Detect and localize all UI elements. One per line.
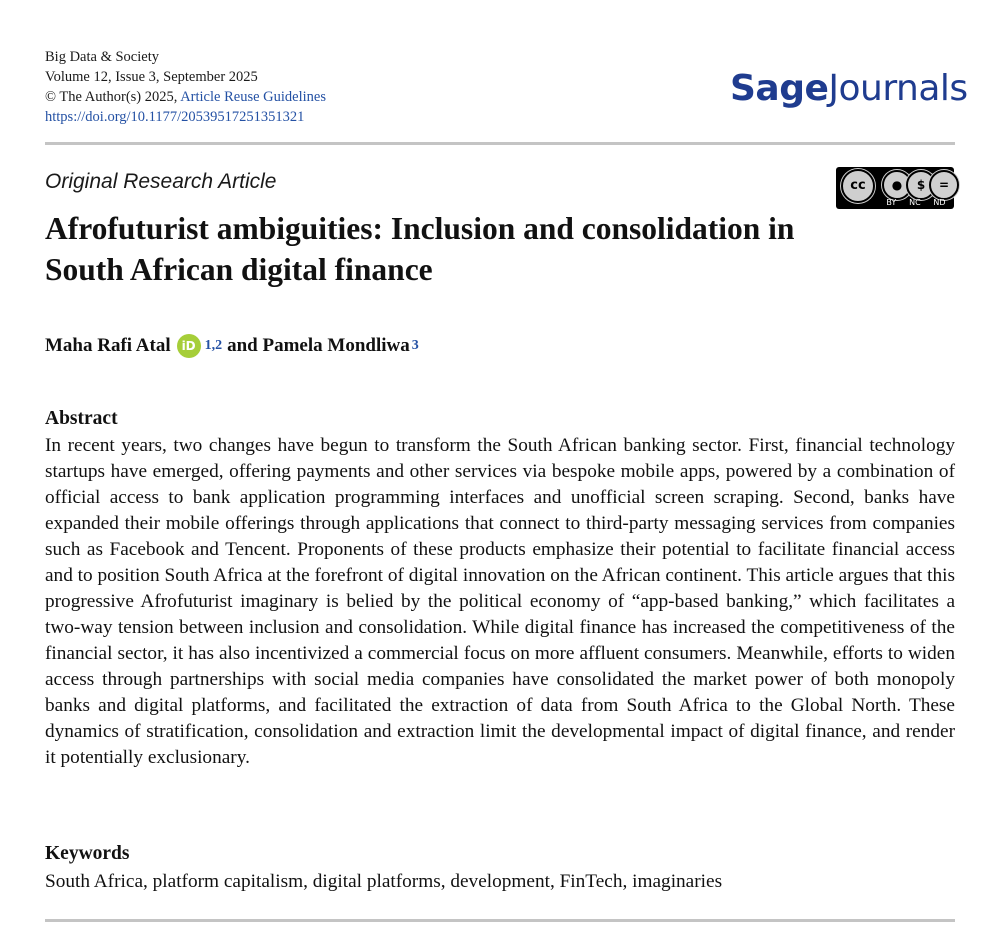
article-type: Original Research Article — [45, 170, 277, 193]
author-1-affiliation[interactable]: 1,2 — [204, 338, 223, 353]
reuse-guidelines-link[interactable]: Article Reuse Guidelines — [180, 89, 326, 105]
author-2[interactable]: and Pamela Mondliwa — [227, 335, 410, 356]
cc-label-nc: NC — [909, 198, 921, 207]
journal-name: Big Data & Society — [45, 49, 159, 65]
nd-icon: = — [929, 170, 959, 200]
footer-divider — [45, 919, 955, 922]
cc-icon: cc — [841, 169, 875, 203]
orcid-icon[interactable]: iD — [177, 334, 201, 358]
doi-link[interactable]: https://doi.org/10.1177/20539517251351321 — [45, 109, 305, 125]
cc-license-badge[interactable] — [836, 167, 954, 209]
authors-line — [45, 334, 419, 358]
keywords-heading: Keywords — [45, 843, 130, 864]
copyright-line — [45, 87, 326, 107]
cc-label-by: BY — [886, 198, 897, 207]
logo-sage: Sage — [730, 68, 829, 109]
cc-labels — [880, 198, 952, 208]
by-icon: ● — [882, 170, 912, 200]
abstract-heading: Abstract — [45, 408, 118, 429]
logo-journals: Journals — [828, 68, 968, 109]
cc-label-nd: ND — [933, 198, 946, 207]
author-1[interactable]: Maha Rafi Atal — [45, 335, 171, 356]
abstract-text: In recent years, two changes have begun to transform the South African banking sector. First, financial technology startups have emerged, offering payments and other services via bespoke mobile apps, powered by a combination of official access to bank application programming interfaces and unofficial screen scraping. Second, banks have expanded their mobile offerings through applications that connect to third-party messaging services from companies such as Facebook and Tencent. Proponents of these products emphasize their potential to facilitate financial access and to position South Africa at the forefront of digital innovation on the African continent. This article argues that this progressive Afrofuturist imaginary is belied by the political economy of “app-based banking,” which facilitates a two-way tension between inclusion and consolidation. While digital finance has increased the competitiveness of the financial sector, it has also incentivized a commercial focus on more affluent consumers. Meanwhile, efforts to widen access through partnerships with social media companies have consolidated the market power of both monopoly banks and digital platforms, and facilitated the extraction of data from South Africa to the Global North. These dynamics of stratification, consolidation and extraction limit the developmental impact of digital finance, and render it potentially exclusionary. — [45, 435, 955, 768]
header-divider — [45, 142, 955, 145]
author-2-affiliation[interactable]: 3 — [411, 338, 419, 353]
journal-meta — [45, 47, 326, 127]
sage-journals-logo[interactable] — [730, 68, 968, 109]
copyright-text: © The Author(s) 2025, — [45, 89, 181, 105]
nc-icon: $ — [906, 170, 936, 200]
article-title: Afrofuturist ambiguities: Inclusion and consolidation in South African digital finance — [45, 211, 795, 287]
keywords-list: South Africa, platform capitalism, digital platforms, development, FinTech, imaginaries — [45, 871, 723, 892]
volume-issue: Volume 12, Issue 3, September 2025 — [45, 69, 258, 85]
